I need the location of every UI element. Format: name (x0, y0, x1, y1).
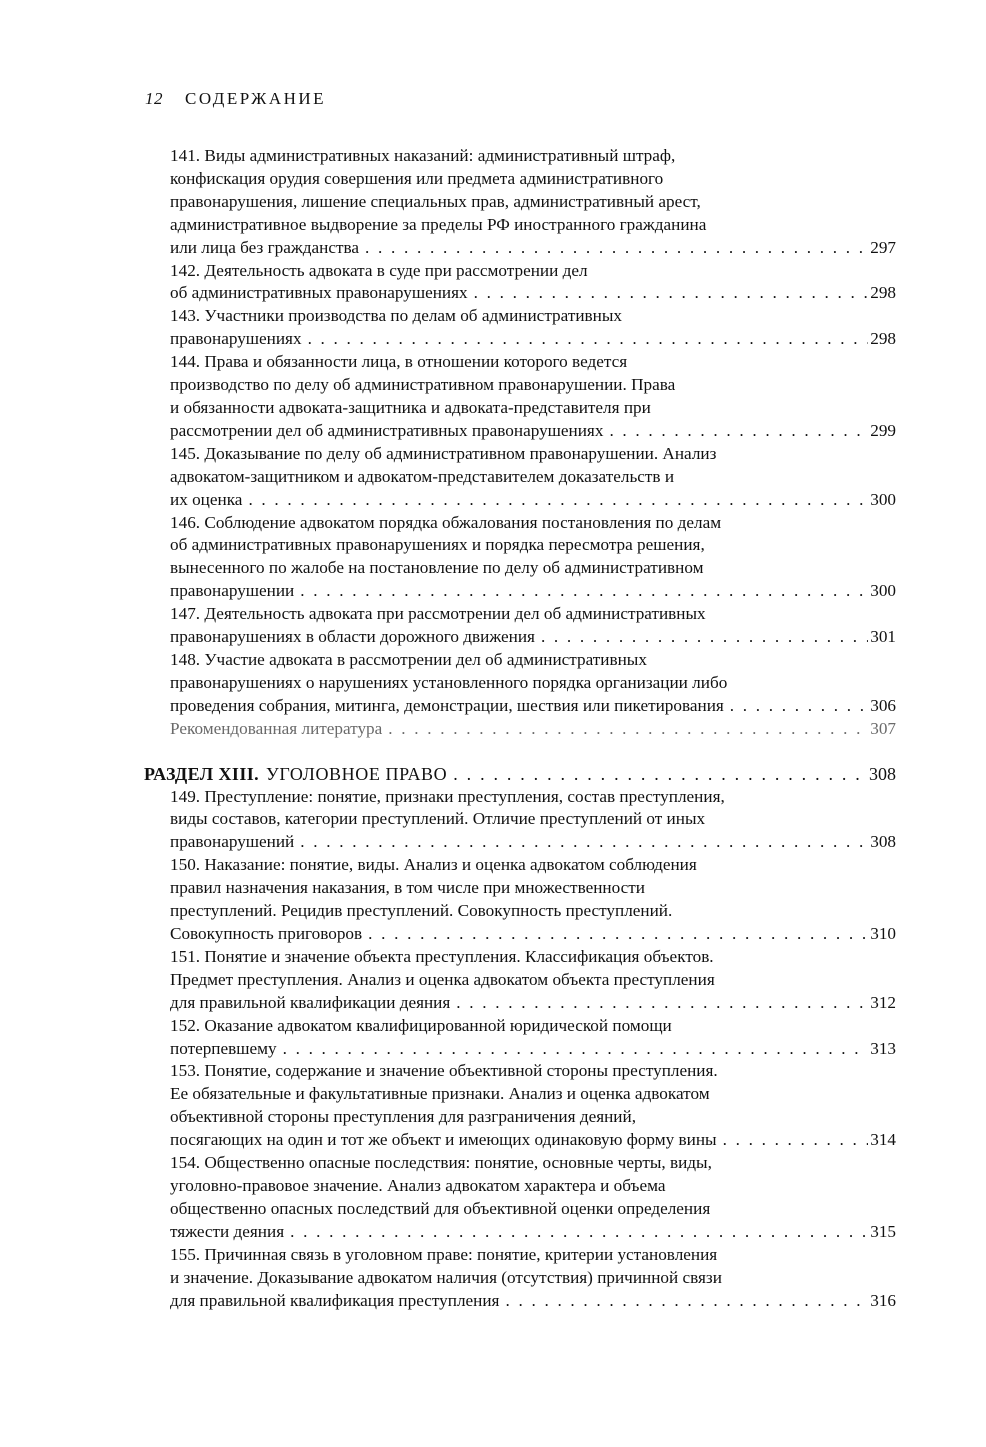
toc-entry-last-line (170, 626, 896, 649)
dot-leader (308, 328, 869, 351)
toc-entry-last-line (170, 992, 896, 1015)
toc-entry-line: виды составов, категории преступлений. Отличие преступлений от иных (170, 809, 706, 829)
toc-page-number: 306 (870, 695, 896, 715)
toc-entry-line: и обязанности адвоката-защитника и адвоката-представителя при (170, 397, 651, 417)
toc-section-13-entries (170, 786, 896, 1313)
toc-entry[interactable] (170, 145, 896, 260)
toc-page-number: 300 (870, 489, 896, 509)
toc-entry-last-line (170, 718, 896, 741)
toc-entry[interactable] (170, 946, 896, 1015)
toc-page-number: 313 (870, 1038, 896, 1058)
dot-leader (248, 489, 868, 512)
dot-leader (541, 626, 868, 649)
toc-entry-text: правонарушений (170, 832, 295, 852)
toc-entry[interactable] (170, 854, 896, 946)
section-heading[interactable] (144, 762, 896, 786)
toc-page-number: 298 (870, 329, 896, 349)
toc-entry-text: Рекомендованная литература (170, 718, 383, 738)
page-number: 12 (145, 89, 163, 108)
toc-entry-last-line (170, 489, 896, 512)
toc-entry[interactable] (170, 305, 896, 351)
toc-entry[interactable] (170, 443, 896, 512)
toc-entry-last-line (170, 328, 896, 351)
toc-entry-line: административное выдворение за пределы РФ иностранного гражданина (170, 214, 707, 234)
toc-entry-line: 146. Соблюдение адвокатом порядка обжалования постановления по делам (170, 512, 722, 532)
dot-leader (300, 580, 868, 603)
toc-entry-line: Предмет преступления. Анализ и оценка адвокатом объекта преступления (170, 969, 715, 989)
toc-entry-last-line (170, 1038, 896, 1061)
toc-entry[interactable] (170, 603, 896, 649)
toc-entry-line: конфискация орудия совершения или предмета административного (170, 168, 664, 188)
dot-leader (474, 282, 869, 305)
toc-entry-last-line (170, 1129, 896, 1152)
toc-entry-line: 145. Доказывание по делу об административном правонарушении. Анализ (170, 443, 717, 463)
dot-leader (300, 831, 868, 854)
toc-entry[interactable] (170, 1015, 896, 1061)
toc-entry[interactable] (170, 718, 896, 741)
toc-page-number: 310 (870, 924, 896, 943)
toc-entry-last-line (170, 580, 896, 603)
toc-entry-line: производство по делу об административном правонарушении. Права (170, 375, 676, 395)
toc-entry-line: 142. Деятельность адвоката в суде при рассмотрении дел (170, 260, 588, 280)
toc-entry-line: об административных правонарушениях и порядка пересмотра решения, (170, 535, 705, 555)
toc-entry-last-line (170, 695, 896, 718)
toc-page-number: 308 (870, 832, 896, 852)
toc-entry[interactable] (170, 786, 896, 855)
dot-leader (365, 237, 868, 260)
toc-entry-line: 143. Участники производства по делам об административных (170, 306, 622, 326)
toc-entry-line: 150. Наказание: понятие, виды. Анализ и оценка адвокатом соблюдения (170, 855, 697, 875)
toc-entry[interactable] (170, 1060, 896, 1152)
toc-entry-line: 155. Причинная связь в уголовном праве: понятие, критерии установления (170, 1244, 718, 1264)
toc-entry[interactable] (170, 351, 896, 443)
dot-leader (723, 1129, 869, 1152)
toc-entry-text: или лица без гражданства (170, 237, 359, 257)
toc-section-12-entries (170, 145, 896, 741)
toc-entry-line: 148. Участие адвоката в рассмотрении дел об административных (170, 649, 647, 669)
running-head (145, 89, 326, 109)
toc-entry-text: для правильной квалификации деяния (170, 992, 451, 1012)
toc-entry-last-line (170, 1290, 896, 1313)
toc-entry-line: 154. Общественно опасные последствия: понятие, основные черты, виды, (170, 1153, 712, 1173)
toc-entry-text: потерпевшему (170, 1038, 277, 1058)
toc-entry-text: тяжести деяния (170, 1221, 285, 1241)
toc-entry-text: их оценка (170, 489, 243, 509)
toc-entry-line: вынесенного по жалобе на постановление по делу об административном (170, 558, 704, 578)
toc-entry-text: правонарушении (170, 581, 295, 601)
dot-leader (730, 695, 868, 718)
dot-leader (453, 762, 867, 786)
section-page-number: 308 (869, 763, 896, 784)
dot-leader (283, 1038, 869, 1061)
toc-page-number: 312 (870, 992, 896, 1012)
toc-entry-last-line (170, 923, 896, 946)
toc-page-number: 297 (870, 237, 896, 257)
toc-entry[interactable] (170, 649, 896, 718)
toc-entry[interactable] (170, 1244, 896, 1313)
toc-entry-line: адвокатом-защитником и адвокатом-представителем доказательств и (170, 466, 675, 486)
dot-leader (368, 923, 868, 946)
toc-entry[interactable] (170, 1152, 896, 1244)
toc-entry-line: 153. Понятие, содержание и значение объективной стороны преступления. (170, 1061, 718, 1081)
toc-entry-line: общественно опасных последствий для объективной оценки определения (170, 1198, 711, 1218)
table-of-contents (144, 145, 896, 1312)
toc-entry[interactable] (170, 512, 896, 604)
toc-page-number: 314 (870, 1130, 896, 1150)
toc-page-number: 298 (870, 283, 896, 303)
toc-entry-text: об административных правонарушениях (170, 283, 468, 303)
toc-entry-line: преступлений. Рецидив преступлений. Совокупность преступлений. (170, 901, 673, 921)
section-label: РАЗДЕЛ XIII. (144, 763, 260, 784)
toc-entry-text: правонарушениях в области дорожного движения (170, 627, 535, 647)
toc-entry-line: правонарушения, лишение специальных прав, административный арест, (170, 191, 701, 211)
toc-entry-line: 141. Виды административных наказаний: административный штраф, (170, 146, 676, 165)
toc-page-number: 299 (870, 420, 896, 440)
toc-entry-line: 147. Деятельность адвоката при рассмотрении дел об административных (170, 604, 706, 624)
dot-leader (505, 1290, 868, 1313)
dot-leader (609, 420, 868, 443)
toc-entry-line: 144. Права и обязанности лица, в отношении которого ведется (170, 352, 628, 372)
section-title: УГОЛОВНОЕ ПРАВО (266, 763, 448, 784)
toc-entry-text: Совокупность приговоров (170, 924, 363, 943)
toc-page-number: 301 (870, 627, 896, 647)
toc-entry-last-line (170, 282, 896, 305)
toc-entry-line: правонарушениях о нарушениях установленного порядка организации либо (170, 672, 728, 692)
toc-entry-line: объективной стороны преступления для разграничения деяний, (170, 1107, 637, 1127)
toc-entry-line: Ее обязательные и факультативные признаки. Анализ и оценка адвокатом (170, 1084, 710, 1104)
toc-entry-line: правил назначения наказания, в том числе при множественности (170, 878, 645, 898)
toc-entry-text: правонарушениях (170, 329, 302, 349)
toc-page-number: 307 (870, 718, 896, 738)
toc-entry-last-line (170, 831, 896, 854)
dot-leader (290, 1221, 868, 1244)
toc-entry-last-line (170, 1221, 896, 1244)
toc-entry-last-line (170, 237, 896, 260)
toc-entry-line: уголовно-правовое значение. Анализ адвокатом характера и объема (170, 1175, 666, 1195)
dot-leader (456, 992, 868, 1015)
toc-page-number: 315 (870, 1221, 896, 1241)
toc-page-number: 316 (870, 1290, 896, 1310)
dot-leader (388, 718, 868, 741)
toc-entry[interactable] (170, 260, 896, 306)
toc-entry-line: 151. Понятие и значение объекта преступления. Классификация объектов. (170, 946, 714, 966)
toc-entry-last-line (170, 420, 896, 443)
toc-entry-text: проведения собрания, митинга, демонстрации, шествия или пикетирования (170, 695, 724, 715)
running-title: СОДЕРЖАНИЕ (185, 89, 327, 108)
toc-entry-line: и значение. Доказывание адвокатом наличия (отсутствия) причинной связи (170, 1267, 722, 1287)
toc-page-number: 300 (870, 581, 896, 601)
toc-entry-line: 149. Преступление: понятие, признаки преступления, состав преступления, (170, 786, 725, 806)
toc-entry-text: для правильной квалификация преступления (170, 1290, 500, 1310)
toc-entry-line: 152. Оказание адвокатом квалифицированной юридической помощи (170, 1015, 672, 1035)
toc-entry-text: рассмотрении дел об административных правонарушениях (170, 420, 604, 440)
toc-entry-text: посягающих на один и тот же объект и имеющих одинаковую форму вины (170, 1130, 717, 1150)
